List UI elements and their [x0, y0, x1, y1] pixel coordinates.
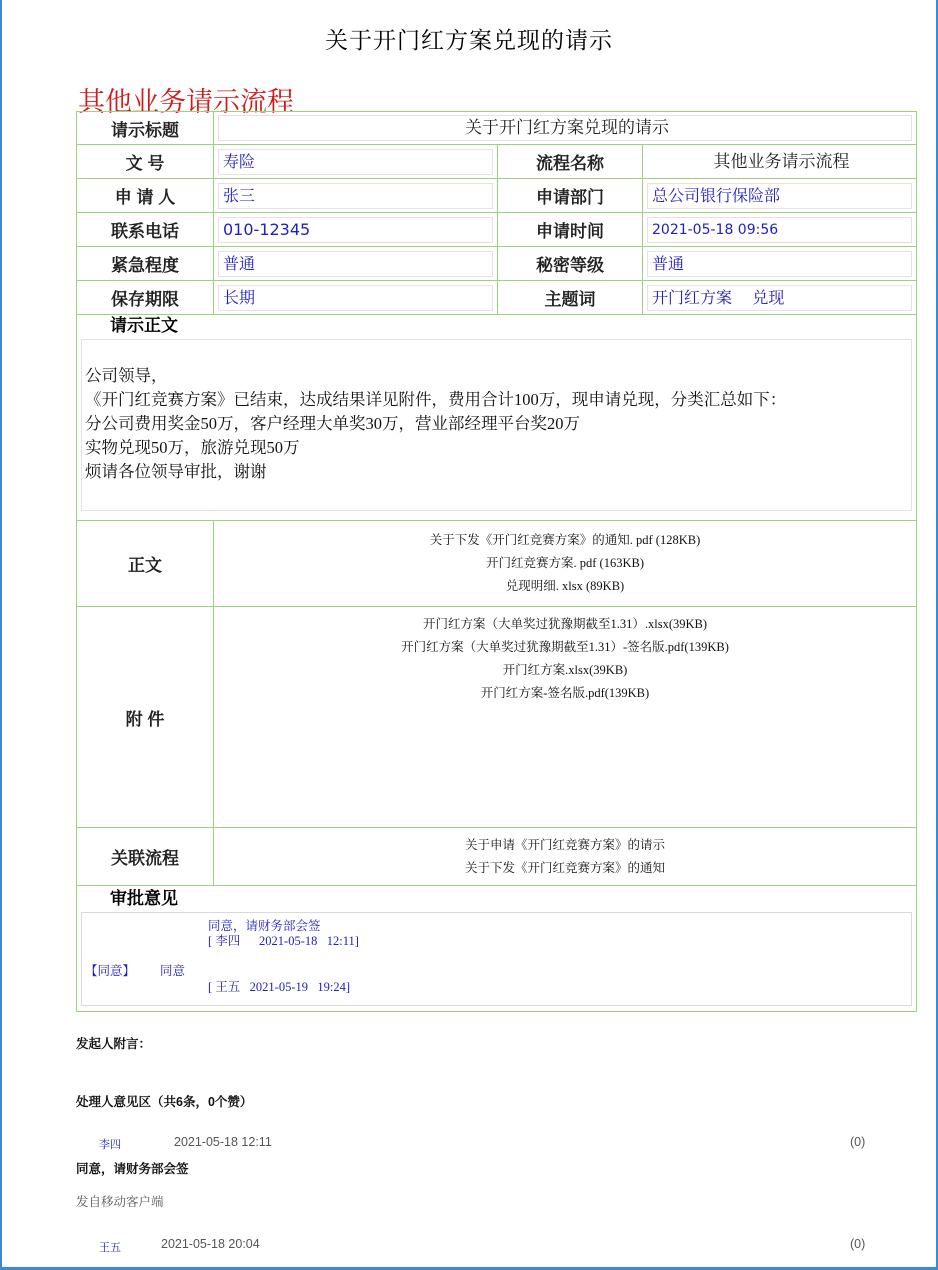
- comment-time: 2021-05-18 20:04: [161, 1237, 260, 1251]
- urgency-field[interactable]: 普通: [218, 251, 493, 277]
- comment-user[interactable]: 李四: [99, 1139, 121, 1151]
- request-form: [76, 111, 917, 1012]
- attachment-file[interactable]: 开门红方案-签名版.pdf(139KB): [480, 686, 650, 700]
- main-text-file[interactable]: 开门红竞赛方案. pdf (163KB): [486, 556, 644, 570]
- body-line: 公司领导，: [85, 366, 168, 385]
- comments-header: 处理人意见区（共6条，0个赞）: [76, 1095, 253, 1109]
- applicant-field[interactable]: 张三: [218, 183, 493, 209]
- main-text-label: 正文: [77, 521, 214, 607]
- time-label: 申请时间: [498, 213, 643, 247]
- approval-signer: [ 王五 2021-05-19 19:24]: [208, 980, 350, 994]
- secret-field[interactable]: 普通: [647, 251, 912, 277]
- keywords-label: 主题词: [498, 281, 643, 315]
- main-text-file[interactable]: 兑现明细. xlsx (89KB): [505, 579, 625, 593]
- phone-field[interactable]: 010-12345: [218, 217, 493, 243]
- approval-opinion: 同意: [160, 964, 186, 978]
- applicant-label: 申 请 人: [77, 179, 214, 213]
- body-line: 烦请各位领导审批，谢谢: [85, 462, 267, 481]
- doc-no-field[interactable]: 寿险: [218, 149, 493, 175]
- keywords-field[interactable]: 开门红方案 兑现: [647, 285, 912, 311]
- dept-label: 申请部门: [498, 179, 643, 213]
- comment-likes[interactable]: (0): [850, 1135, 866, 1149]
- body-line: 《开门红竞赛方案》已结束，达成结果详见附件，费用合计100万，现申请兑现，分类汇总如下：: [85, 390, 787, 409]
- dept-field[interactable]: 总公司银行保险部: [647, 183, 912, 209]
- main-text-file[interactable]: 关于下发《开门红竞赛方案》的通知. pdf (128KB): [429, 533, 701, 547]
- document-title: 关于开门红方案兑现的请示: [325, 28, 613, 54]
- title-label: 请示标题: [77, 112, 214, 145]
- comment-source: 发自移动客户端: [76, 1195, 164, 1209]
- comment-likes[interactable]: (0): [850, 1237, 866, 1251]
- approval-box: [81, 912, 912, 1006]
- body-line: 分公司费用奖金50万，客户经理大单奖30万，营业部经理平台奖20万: [85, 414, 580, 433]
- attachment-file[interactable]: 开门红方案（大单奖过犹豫期截至1.31）.xlsx(39KB): [422, 617, 708, 631]
- retention-field[interactable]: 长期: [218, 285, 493, 311]
- flow-name-label: 流程名称: [498, 145, 643, 179]
- approval-label: 审批意见: [110, 889, 178, 908]
- title-field[interactable]: 关于开门红方案兑现的请示: [218, 115, 912, 141]
- body-line: 实物兑现50万，旅游兑现50万: [85, 438, 300, 457]
- flow-title: 其他业务请示流程: [78, 87, 294, 118]
- body-label: 请示正文: [110, 316, 178, 335]
- comment-user[interactable]: 王五: [99, 1242, 121, 1254]
- phone-label: 联系电话: [77, 213, 214, 247]
- secret-label: 秘密等级: [498, 247, 643, 281]
- approval-opinion: 同意，请财务部会签: [208, 919, 321, 933]
- related-flow-link[interactable]: 关于申请《开门红竞赛方案》的请示: [464, 837, 665, 852]
- attachment-file[interactable]: 开门红方案.xlsx(39KB): [502, 663, 628, 677]
- body-textarea[interactable]: [81, 339, 912, 511]
- related-label: 关联流程: [77, 828, 214, 886]
- comment-time: 2021-05-18 12:11: [174, 1135, 272, 1149]
- approval-tag: 【同意】: [85, 964, 136, 978]
- time-field[interactable]: 2021-05-18 09:56: [647, 217, 912, 243]
- retention-label: 保存期限: [77, 281, 214, 315]
- attachment-file[interactable]: 开门红方案（大单奖过犹豫期截至1.31）-签名版.pdf(139KB): [401, 640, 729, 654]
- flow-name-value: 其他业务请示流程: [713, 151, 850, 172]
- approval-signer: [ 李四 2021-05-18 12:11]: [208, 934, 359, 948]
- related-flow-link[interactable]: 关于下发《开门红竞赛方案》的通知: [464, 860, 665, 875]
- attachments-label: 附 件: [77, 607, 214, 828]
- comment-text: 同意，请财务部会签: [76, 1162, 189, 1176]
- initiator-note-label: 发起人附言：: [76, 1037, 152, 1051]
- doc-no-label: 文 号: [77, 145, 214, 179]
- urgency-label: 紧急程度: [77, 247, 214, 281]
